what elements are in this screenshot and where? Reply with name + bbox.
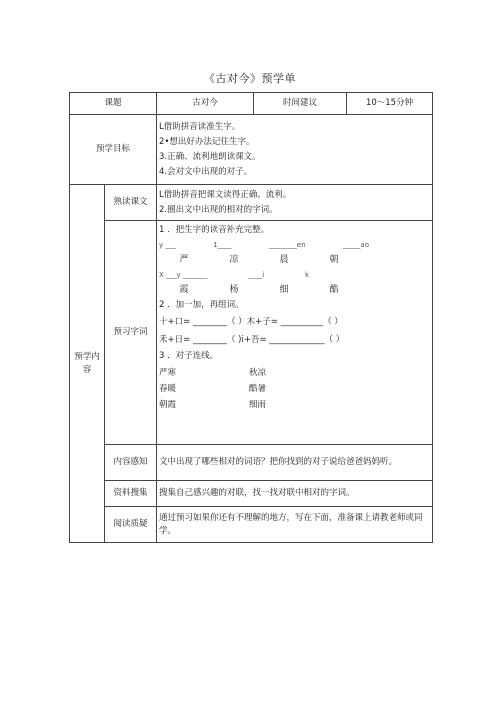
questions-text: 通过预习如果你还有不理解的地方，写在下面，准备课上请教老师或同学。 — [157, 507, 433, 543]
goals-label: 预学目标 — [70, 115, 157, 185]
pinyin-blank[interactable]: ____i — [248, 271, 265, 279]
perception-label: 内容感知 — [105, 445, 157, 481]
pair-left[interactable]: 严寒 — [159, 368, 177, 378]
content-label: 预学内容 — [70, 185, 105, 543]
goal-item: L借助拼音读准生字。 — [159, 121, 241, 132]
goal-item: 3.正确、流利地朗读课文。 — [159, 151, 261, 162]
goal-item: 2•想出好办法记住生字。 — [159, 136, 255, 147]
topic-value: 古对今 — [157, 93, 254, 115]
pinyin-blank[interactable]: y ___ — [159, 241, 176, 249]
search-label: 资料搜集 — [105, 481, 157, 507]
search-text: 搜集自己感兴趣的对联，找一找对联中相对的字词。 — [157, 481, 433, 507]
reading-label: 熟读课文 — [105, 185, 157, 221]
pinyin-row — [159, 238, 369, 252]
char: 霞 — [179, 285, 189, 295]
char: 晨 — [279, 255, 289, 265]
char: 酷 — [329, 285, 339, 295]
char: 杨 — [229, 285, 239, 295]
pair-right[interactable]: 秋凉 — [249, 368, 267, 378]
reading-item: 2.圈出文中出现的相对的字词。 — [159, 204, 278, 215]
task-2: 2 ．加一加，再组词。 — [159, 300, 244, 310]
pinyin-blank[interactable]: ________en — [268, 241, 306, 249]
task-3: 3 ．对子连线。 — [159, 351, 219, 361]
pinyin-row — [159, 268, 309, 282]
char: 凉 — [229, 255, 239, 265]
char-row — [159, 252, 359, 268]
pair-matching — [159, 366, 430, 412]
goal-item: 4.会对文中出现的对子。 — [159, 166, 253, 177]
sum-row[interactable]: 禾+日= ________（ )i+吾= _____________（ ） — [159, 335, 345, 345]
pinyin-blank[interactable]: X ___y _______ — [159, 271, 208, 279]
pair-right[interactable]: 酷暑 — [249, 384, 267, 394]
goals-list — [157, 115, 433, 185]
pair-left[interactable]: 朝霞 — [159, 400, 177, 410]
page-title: 《古对今》预学单 — [204, 72, 296, 85]
pinyin-blank[interactable]: k — [304, 271, 310, 279]
reading-item: L借助拼音把课文读得正确、流利。 — [159, 189, 292, 200]
vocab-section — [157, 221, 433, 445]
char: 朝 — [329, 255, 339, 265]
char: 严 — [179, 255, 189, 265]
pair-left[interactable]: 春暖 — [159, 384, 177, 394]
pair-right[interactable]: 细雨 — [249, 400, 267, 410]
vocab-label: 预习字词 — [105, 221, 157, 445]
topic-label: 课题 — [70, 93, 157, 115]
char-row — [159, 282, 359, 298]
sum-row[interactable]: 十+口= ________（ ）木+子= __________（ ） — [159, 317, 343, 327]
reading-list — [157, 185, 433, 221]
time-value: 10～15分钟 — [347, 93, 433, 115]
questions-label: 阅读质疑 — [105, 507, 157, 543]
pinyin-blank[interactable]: 1____ — [213, 241, 232, 249]
task-1: 1 ．把生字的读音补充完整。 — [159, 225, 270, 235]
char: 细 — [279, 285, 289, 295]
perception-text: 文中出现了哪些相对的词语？把你找到的对子说给爸爸妈妈听。 — [157, 445, 433, 481]
pinyin-blank[interactable]: _____ao — [342, 241, 369, 249]
time-label: 时间建议 — [254, 93, 347, 115]
worksheet-table — [69, 92, 433, 543]
